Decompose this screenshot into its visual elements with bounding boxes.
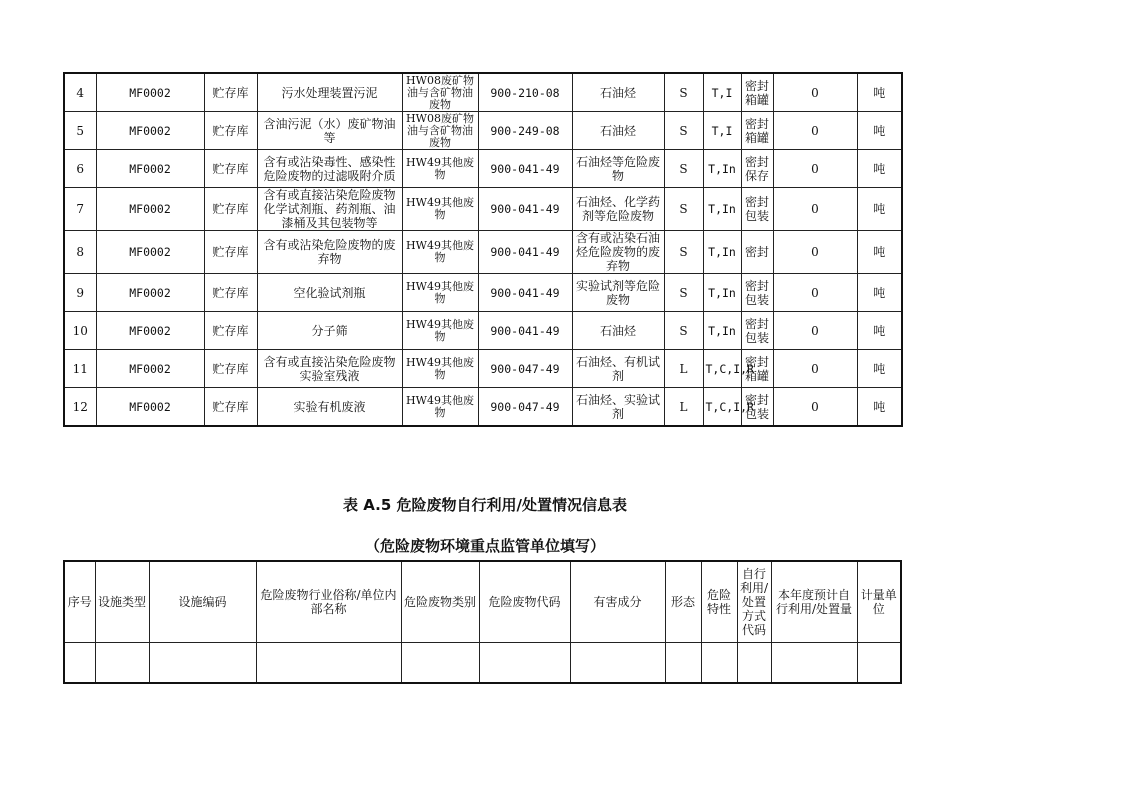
- waste-code-cell: 900-047-49: [478, 388, 572, 427]
- waste-name-cell: 实验有机废液: [257, 388, 402, 427]
- unit-cell: 吨: [857, 231, 902, 274]
- table-cell: [857, 643, 901, 684]
- waste-code-cell: 900-041-49: [478, 231, 572, 274]
- table-row: [64, 150, 902, 188]
- row-number-cell: 7: [64, 188, 96, 231]
- facility-code-cell: MF0002: [96, 312, 204, 350]
- row-number-cell: 5: [64, 112, 96, 150]
- row-number-cell: 10: [64, 312, 96, 350]
- packing-method-cell: 密封箱罐: [741, 73, 773, 112]
- packing-method-cell: 密封: [741, 231, 773, 274]
- physical-state-cell: S: [664, 73, 703, 112]
- hazard-property-cell: T,C,I,R: [703, 350, 741, 388]
- waste-name-cell: 含有或直接沾染危险废物化学试剂瓶、药剂瓶、油漆桶及其包装物等: [257, 188, 402, 231]
- row-number-cell: 9: [64, 274, 96, 312]
- facility-code-cell: MF0002: [96, 73, 204, 112]
- packing-method-cell: 密封包装: [741, 388, 773, 427]
- harmful-component-cell: 实验试剂等危险废物: [572, 274, 664, 312]
- hazard-property-cell: T,In: [703, 150, 741, 188]
- unit-cell: 吨: [857, 150, 902, 188]
- packing-method-cell: 密封箱罐: [741, 112, 773, 150]
- row-number-cell: 11: [64, 350, 96, 388]
- header-cell: 危险废物类别: [401, 561, 479, 643]
- harmful-component-cell: 石油烃: [572, 312, 664, 350]
- facility-type-cell: 贮存库: [204, 73, 257, 112]
- packing-method-cell: 密封包装: [741, 188, 773, 231]
- unit-cell: 吨: [857, 112, 902, 150]
- table-header-row: [64, 561, 901, 643]
- waste-name-cell: 分子筛: [257, 312, 402, 350]
- row-number-cell: 8: [64, 231, 96, 274]
- quantity-cell: 0: [773, 112, 857, 150]
- table-cell: [479, 643, 570, 684]
- table-row: [64, 231, 902, 274]
- table-cell: [737, 643, 771, 684]
- facility-code-cell: MF0002: [96, 350, 204, 388]
- header-cell: 本年度预计自行利用/处置量: [771, 561, 857, 643]
- harmful-component-cell: 含有或沾染石油烃危险废物的废弃物: [572, 231, 664, 274]
- waste-category-cell: HW49其他废物: [402, 188, 478, 231]
- waste-code-cell: 900-041-49: [478, 274, 572, 312]
- physical-state-cell: L: [664, 388, 703, 427]
- harmful-component-cell: 石油烃、实验试剂: [572, 388, 664, 427]
- row-number-cell: 6: [64, 150, 96, 188]
- table-row: [64, 312, 902, 350]
- facility-code-cell: MF0002: [96, 388, 204, 427]
- quantity-cell: 0: [773, 188, 857, 231]
- unit-cell: 吨: [857, 312, 902, 350]
- header-cell: 形态: [665, 561, 701, 643]
- table-cell: [64, 643, 95, 684]
- table-cell: [665, 643, 701, 684]
- facility-code-cell: MF0002: [96, 150, 204, 188]
- table-cell: [771, 643, 857, 684]
- physical-state-cell: S: [664, 274, 703, 312]
- waste-category-cell: HW08废矿物油与含矿物油废物: [402, 73, 478, 112]
- hazardous-waste-storage-table: [63, 72, 903, 427]
- waste-category-cell: HW49其他废物: [402, 150, 478, 188]
- waste-category-cell: HW49其他废物: [402, 231, 478, 274]
- quantity-cell: 0: [773, 274, 857, 312]
- header-cell: 有害成分: [570, 561, 665, 643]
- header-cell: 序号: [64, 561, 95, 643]
- waste-category-cell: HW08废矿物油与含矿物油废物: [402, 112, 478, 150]
- facility-type-cell: 贮存库: [204, 274, 257, 312]
- waste-category-cell: HW49其他废物: [402, 350, 478, 388]
- facility-type-cell: 贮存库: [204, 231, 257, 274]
- waste-category-cell: HW49其他废物: [402, 388, 478, 427]
- row-number-cell: 12: [64, 388, 96, 427]
- waste-code-cell: 900-210-08: [478, 73, 572, 112]
- unit-cell: 吨: [857, 188, 902, 231]
- unit-cell: 吨: [857, 73, 902, 112]
- harmful-component-cell: 石油烃、有机试剂: [572, 350, 664, 388]
- quantity-cell: 0: [773, 150, 857, 188]
- hazard-property-cell: T,In: [703, 312, 741, 350]
- self-disposal-info-table: [63, 560, 902, 684]
- table-cell: [256, 643, 401, 684]
- table-cell: [149, 643, 256, 684]
- waste-code-cell: 900-041-49: [478, 188, 572, 231]
- header-cell: 设施编码: [149, 561, 256, 643]
- harmful-component-cell: 石油烃、化学药剂等危险废物: [572, 188, 664, 231]
- table-a5-subtitle: （危险废物环境重点监管单位填写）: [364, 537, 605, 555]
- facility-type-cell: 贮存库: [204, 388, 257, 427]
- facility-code-cell: MF0002: [96, 231, 204, 274]
- quantity-cell: 0: [773, 231, 857, 274]
- table-a5-title: 表 A.5 危险废物自行利用/处置情况信息表: [343, 496, 627, 514]
- facility-type-cell: 贮存库: [204, 350, 257, 388]
- waste-name-cell: 含油污泥（水）废矿物油等: [257, 112, 402, 150]
- packing-method-cell: 密封保存: [741, 150, 773, 188]
- hazard-property-cell: T,I: [703, 73, 741, 112]
- table-row: [64, 112, 902, 150]
- hazard-property-cell: T,In: [703, 231, 741, 274]
- physical-state-cell: S: [664, 188, 703, 231]
- facility-code-cell: MF0002: [96, 112, 204, 150]
- facility-type-cell: 贮存库: [204, 312, 257, 350]
- row-number-cell: 4: [64, 73, 96, 112]
- physical-state-cell: S: [664, 231, 703, 274]
- header-cell: 危险废物代码: [479, 561, 570, 643]
- table-row-empty: [64, 643, 901, 684]
- waste-code-cell: 900-041-49: [478, 150, 572, 188]
- table-row: [64, 73, 902, 112]
- table-cell: [701, 643, 737, 684]
- waste-name-cell: 含有或沾染毒性、感染性危险废物的过滤吸附介质: [257, 150, 402, 188]
- quantity-cell: 0: [773, 312, 857, 350]
- packing-method-cell: 密封包装: [741, 312, 773, 350]
- harmful-component-cell: 石油烃: [572, 73, 664, 112]
- header-cell: 自行利用/处置方式代码: [737, 561, 771, 643]
- packing-method-cell: 密封箱罐: [741, 350, 773, 388]
- header-cell: 危险特性: [701, 561, 737, 643]
- facility-code-cell: MF0002: [96, 274, 204, 312]
- quantity-cell: 0: [773, 350, 857, 388]
- harmful-component-cell: 石油烃: [572, 112, 664, 150]
- quantity-cell: 0: [773, 73, 857, 112]
- physical-state-cell: L: [664, 350, 703, 388]
- physical-state-cell: S: [664, 112, 703, 150]
- hazard-property-cell: T,In: [703, 274, 741, 312]
- table-row: [64, 388, 902, 427]
- waste-code-cell: 900-047-49: [478, 350, 572, 388]
- table-cell: [401, 643, 479, 684]
- facility-type-cell: 贮存库: [204, 188, 257, 231]
- facility-type-cell: 贮存库: [204, 112, 257, 150]
- table-row: [64, 274, 902, 312]
- waste-category-cell: HW49其他废物: [402, 274, 478, 312]
- table-cell: [95, 643, 149, 684]
- facility-code-cell: MF0002: [96, 188, 204, 231]
- physical-state-cell: S: [664, 312, 703, 350]
- waste-code-cell: 900-249-08: [478, 112, 572, 150]
- harmful-component-cell: 石油烃等危险废物: [572, 150, 664, 188]
- header-cell: 危险废物行业俗称/单位内部名称: [256, 561, 401, 643]
- hazard-property-cell: T,I: [703, 112, 741, 150]
- header-cell: 计量单位: [857, 561, 901, 643]
- unit-cell: 吨: [857, 388, 902, 427]
- table-row: [64, 188, 902, 231]
- waste-name-cell: 含有或直接沾染危险废物实验室残液: [257, 350, 402, 388]
- waste-code-cell: 900-041-49: [478, 312, 572, 350]
- waste-name-cell: 含有或沾染危险废物的废弃物: [257, 231, 402, 274]
- table-row: [64, 350, 902, 388]
- header-cell: 设施类型: [95, 561, 149, 643]
- unit-cell: 吨: [857, 350, 902, 388]
- hazard-property-cell: T,In: [703, 188, 741, 231]
- table-cell: [570, 643, 665, 684]
- waste-name-cell: 空化验试剂瓶: [257, 274, 402, 312]
- physical-state-cell: S: [664, 150, 703, 188]
- packing-method-cell: 密封包装: [741, 274, 773, 312]
- hazard-property-cell: T,C,I,R: [703, 388, 741, 427]
- quantity-cell: 0: [773, 388, 857, 427]
- waste-category-cell: HW49其他废物: [402, 312, 478, 350]
- waste-name-cell: 污水处理装置污泥: [257, 73, 402, 112]
- facility-type-cell: 贮存库: [204, 150, 257, 188]
- unit-cell: 吨: [857, 274, 902, 312]
